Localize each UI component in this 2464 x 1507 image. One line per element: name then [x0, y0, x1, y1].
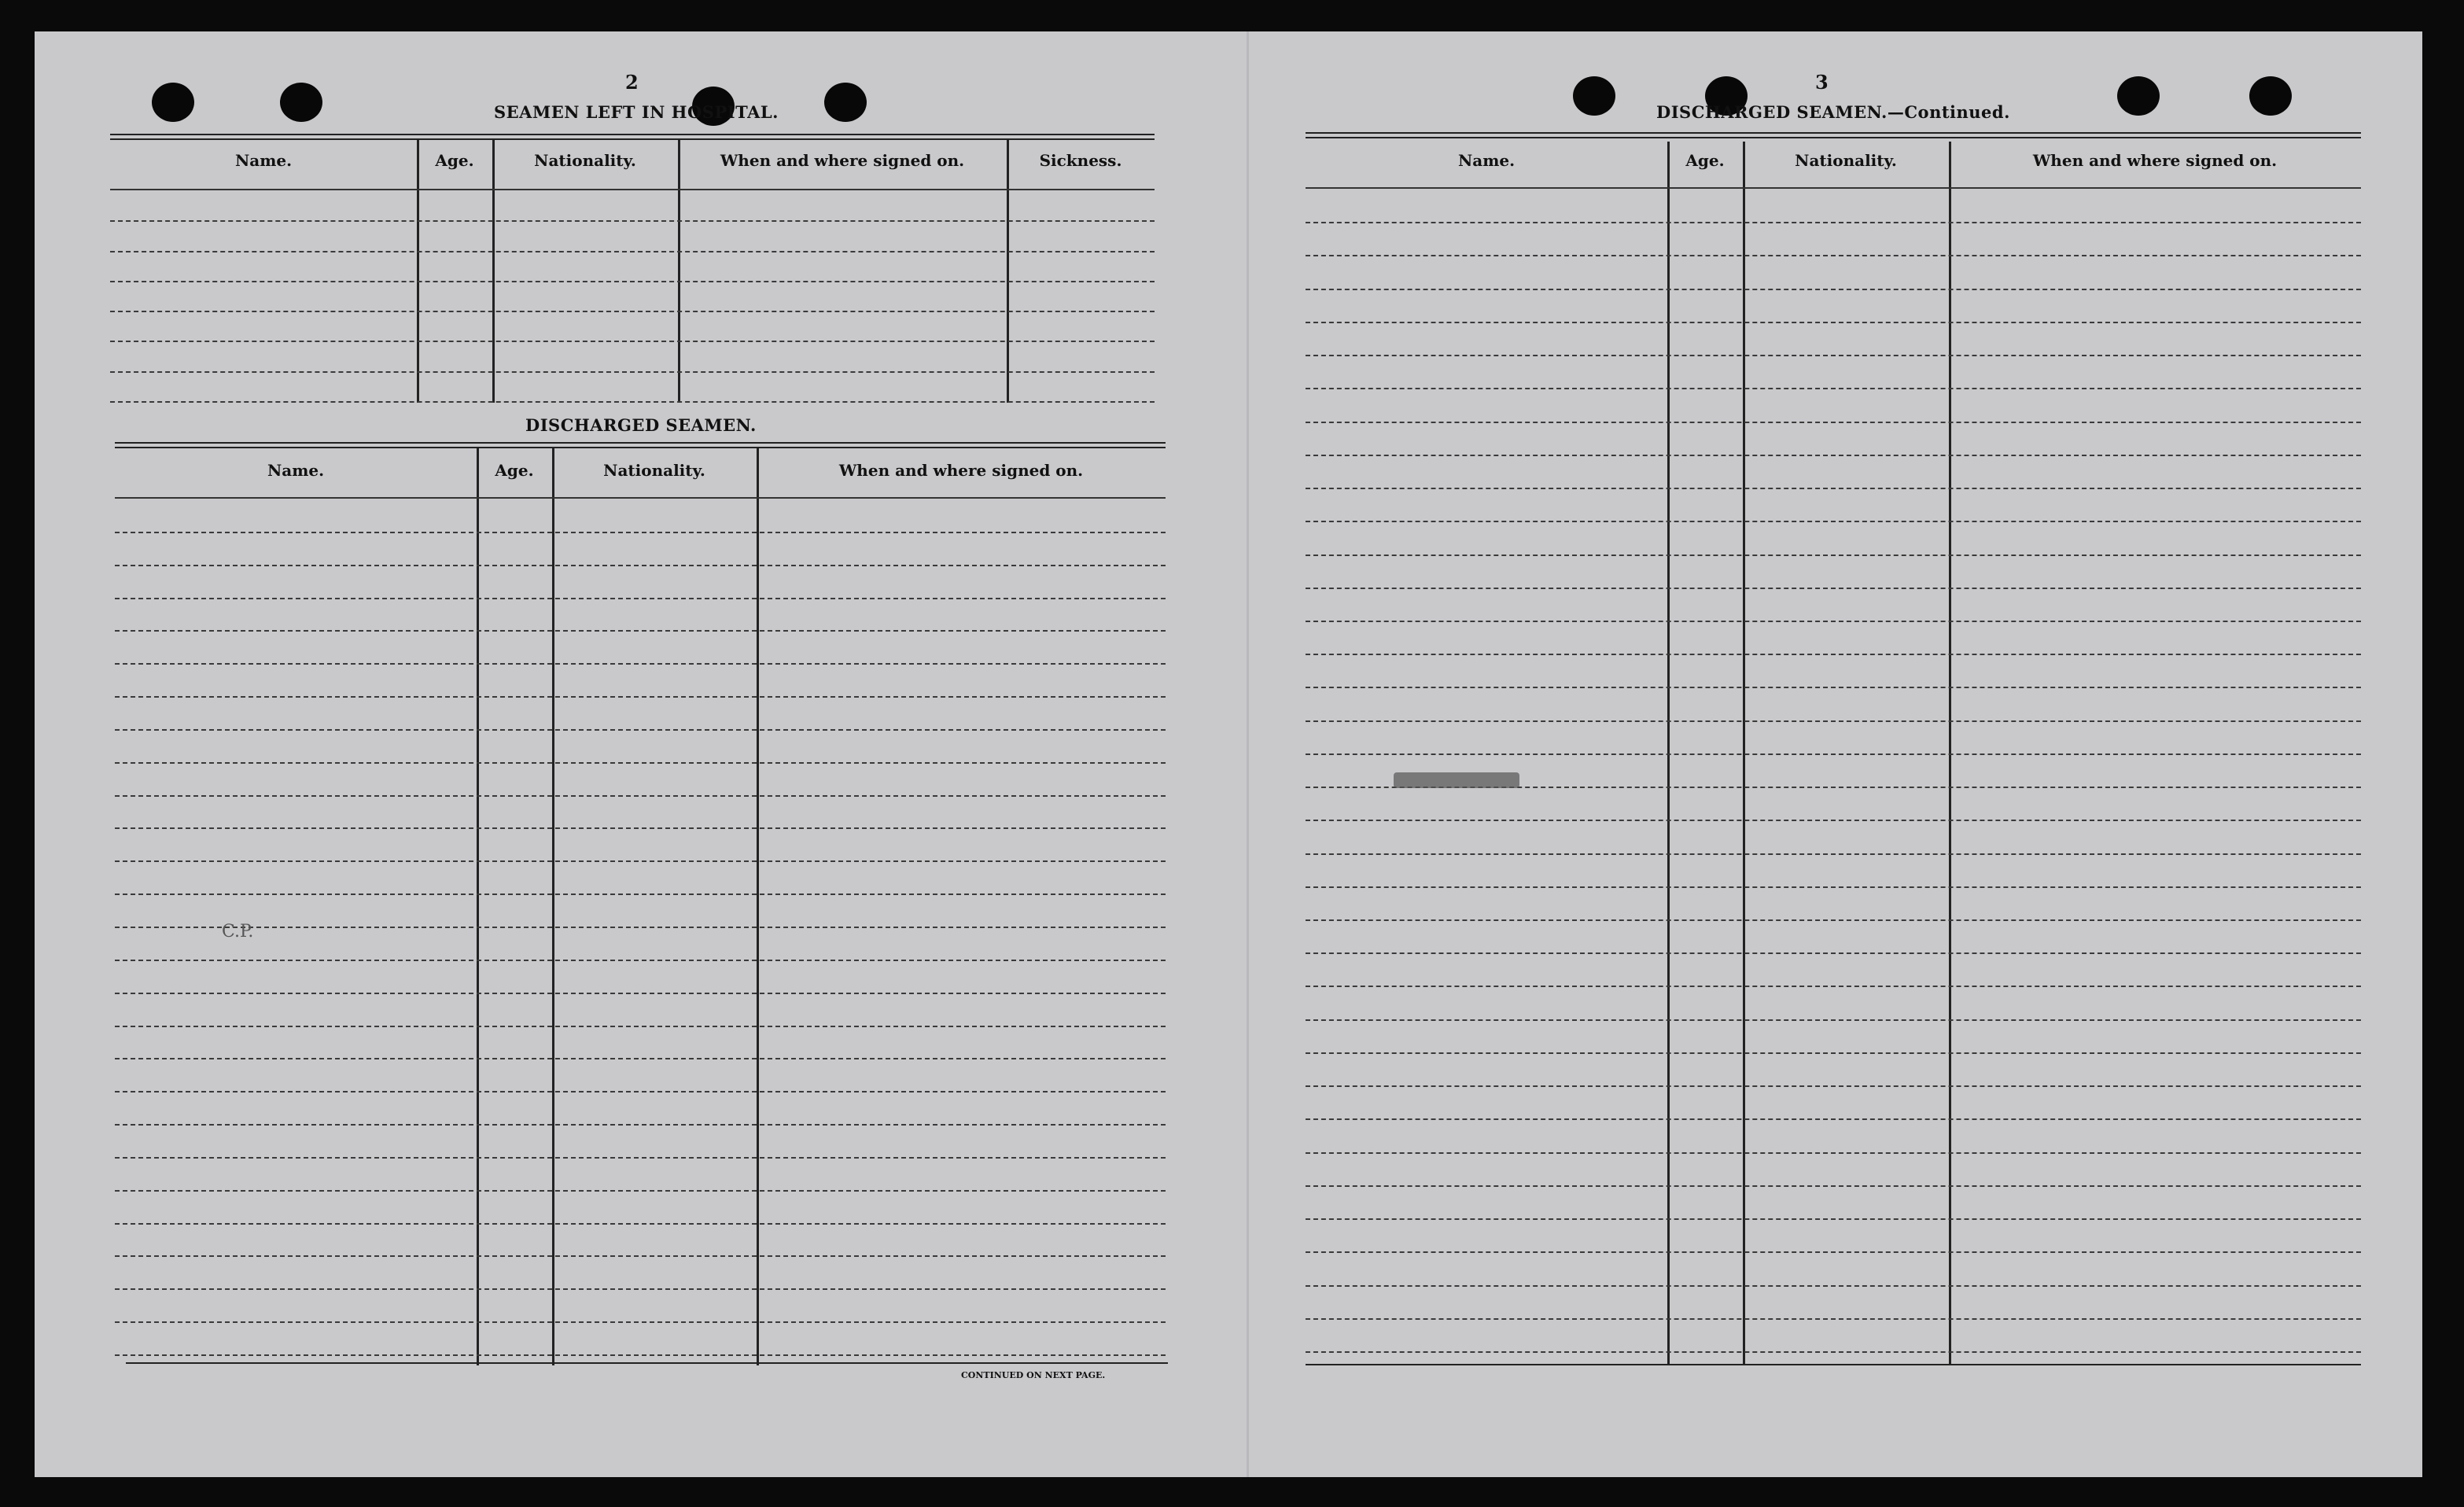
ruled-row-line — [1306, 521, 2361, 522]
ruled-row-line — [1306, 555, 2361, 556]
ruled-row-line — [1306, 952, 2361, 954]
ruled-row-line — [115, 1058, 1166, 1059]
col-header-name: Name. — [1457, 151, 1516, 170]
ruled-row-line — [1306, 1052, 2361, 1054]
ruled-row-line — [1306, 687, 2361, 688]
ruled-row-line — [115, 1354, 1166, 1356]
left-bottom-rule — [126, 1362, 1168, 1364]
ruled-row-line — [1306, 1318, 2361, 1320]
pencil-note: C.P. — [222, 922, 254, 941]
col-header-name: Name. — [234, 151, 293, 170]
ruled-row-line — [1306, 986, 2361, 987]
ruled-row-line — [1306, 1285, 2361, 1287]
ruled-row-line — [1306, 754, 2361, 755]
col-header-name: Name. — [267, 461, 325, 480]
ruled-row-line — [110, 281, 1155, 282]
ruled-row-line — [115, 532, 1166, 533]
ruled-row-line — [115, 894, 1166, 895]
col-header-age: Age. — [435, 151, 474, 170]
ruled-row-line — [1306, 1152, 2361, 1154]
ruled-row-line — [115, 630, 1166, 632]
col-header-nationality: Nationality. — [534, 151, 636, 170]
ruled-row-line — [1306, 289, 2361, 290]
ruled-row-line — [115, 663, 1166, 665]
ruled-row-line — [1306, 488, 2361, 489]
ruled-row-line — [1306, 1118, 2361, 1120]
discharged-section-title: DISCHARGED SEAMEN. — [525, 415, 757, 435]
punch-hole — [2117, 76, 2160, 116]
right-page-number: 3 — [1815, 71, 1829, 94]
ruled-row-line — [115, 860, 1166, 862]
col-header-signed-on: When and where signed on. — [2032, 151, 2278, 170]
ink-smudge — [1394, 772, 1519, 788]
hospital-section-title: SEAMEN LEFT IN HOSPITAL. — [494, 102, 779, 122]
ruled-row-line — [1306, 388, 2361, 389]
right-section-title: DISCHARGED SEAMEN.—Continued. — [1656, 102, 2010, 122]
ruled-row-line — [1306, 1085, 2361, 1087]
ruled-row-line — [115, 993, 1166, 994]
ruled-row-line — [115, 1223, 1166, 1225]
col-header-sickness: Sickness. — [1039, 151, 1122, 170]
punch-hole — [2249, 76, 2292, 116]
ruled-row-line — [115, 729, 1166, 731]
ruled-row-line — [1306, 886, 2361, 888]
ruled-row-line — [115, 927, 1166, 928]
ruled-row-line — [1306, 720, 2361, 722]
ruled-row-line — [115, 696, 1166, 698]
ruled-row-line — [115, 1190, 1166, 1192]
ruled-row-line — [1306, 820, 2361, 821]
ruled-row-line — [110, 341, 1155, 342]
discharged-table — [115, 442, 1166, 1365]
ruled-row-line — [1306, 621, 2361, 622]
ruled-row-line — [115, 1091, 1166, 1092]
col-header-age: Age. — [495, 461, 534, 480]
ruled-row-line — [1306, 455, 2361, 456]
page-fold — [1247, 31, 1249, 1477]
ruled-row-line — [1306, 355, 2361, 356]
continued-note: CONTINUED ON NEXT PAGE. — [961, 1370, 1106, 1380]
ruled-row-line — [1306, 654, 2361, 655]
col-header-nationality: Nationality. — [1795, 151, 1897, 170]
ruled-row-line — [1306, 255, 2361, 256]
ruled-row-line — [1306, 222, 2361, 223]
ruled-row-line — [1306, 1185, 2361, 1187]
ruled-row-line — [115, 827, 1166, 829]
ruled-row-line — [110, 220, 1155, 222]
punch-hole — [824, 83, 867, 122]
ruled-row-line — [1306, 1251, 2361, 1253]
ruled-row-line — [110, 371, 1155, 373]
ruled-row-line — [1306, 322, 2361, 323]
ruled-row-line — [115, 1321, 1166, 1323]
ruled-row-line — [1306, 588, 2361, 589]
hospital-table — [110, 134, 1155, 403]
ruled-row-line — [110, 401, 1155, 403]
ruled-row-line — [110, 251, 1155, 252]
ruled-row-line — [115, 795, 1166, 797]
col-header-age: Age. — [1685, 151, 1725, 170]
col-header-signed-on: When and where signed on. — [838, 461, 1084, 480]
ruled-row-line — [1306, 1218, 2361, 1220]
punch-hole — [1573, 76, 1615, 116]
ruled-row-line — [115, 1255, 1166, 1257]
ruled-row-line — [110, 311, 1155, 312]
ruled-row-line — [1306, 919, 2361, 921]
ruled-row-line — [115, 1157, 1166, 1159]
punch-hole — [280, 83, 322, 122]
ruled-row-line — [115, 1026, 1166, 1027]
ruled-row-line — [1306, 1351, 2361, 1353]
ruled-row-line — [115, 565, 1166, 566]
ruled-row-line — [115, 762, 1166, 764]
ruled-row-line — [1306, 422, 2361, 423]
punch-hole — [152, 83, 194, 122]
discharged-continued-table — [1306, 132, 2361, 1365]
ruled-row-line — [115, 1288, 1166, 1290]
col-header-nationality: Nationality. — [603, 461, 705, 480]
left-page-number: 2 — [625, 71, 639, 94]
ruled-row-line — [115, 598, 1166, 599]
col-header-signed-on: When and where signed on. — [720, 151, 965, 170]
ruled-row-line — [115, 1124, 1166, 1126]
ruled-row-line — [1306, 853, 2361, 855]
ruled-row-line — [115, 960, 1166, 961]
ruled-row-line — [1306, 1019, 2361, 1021]
